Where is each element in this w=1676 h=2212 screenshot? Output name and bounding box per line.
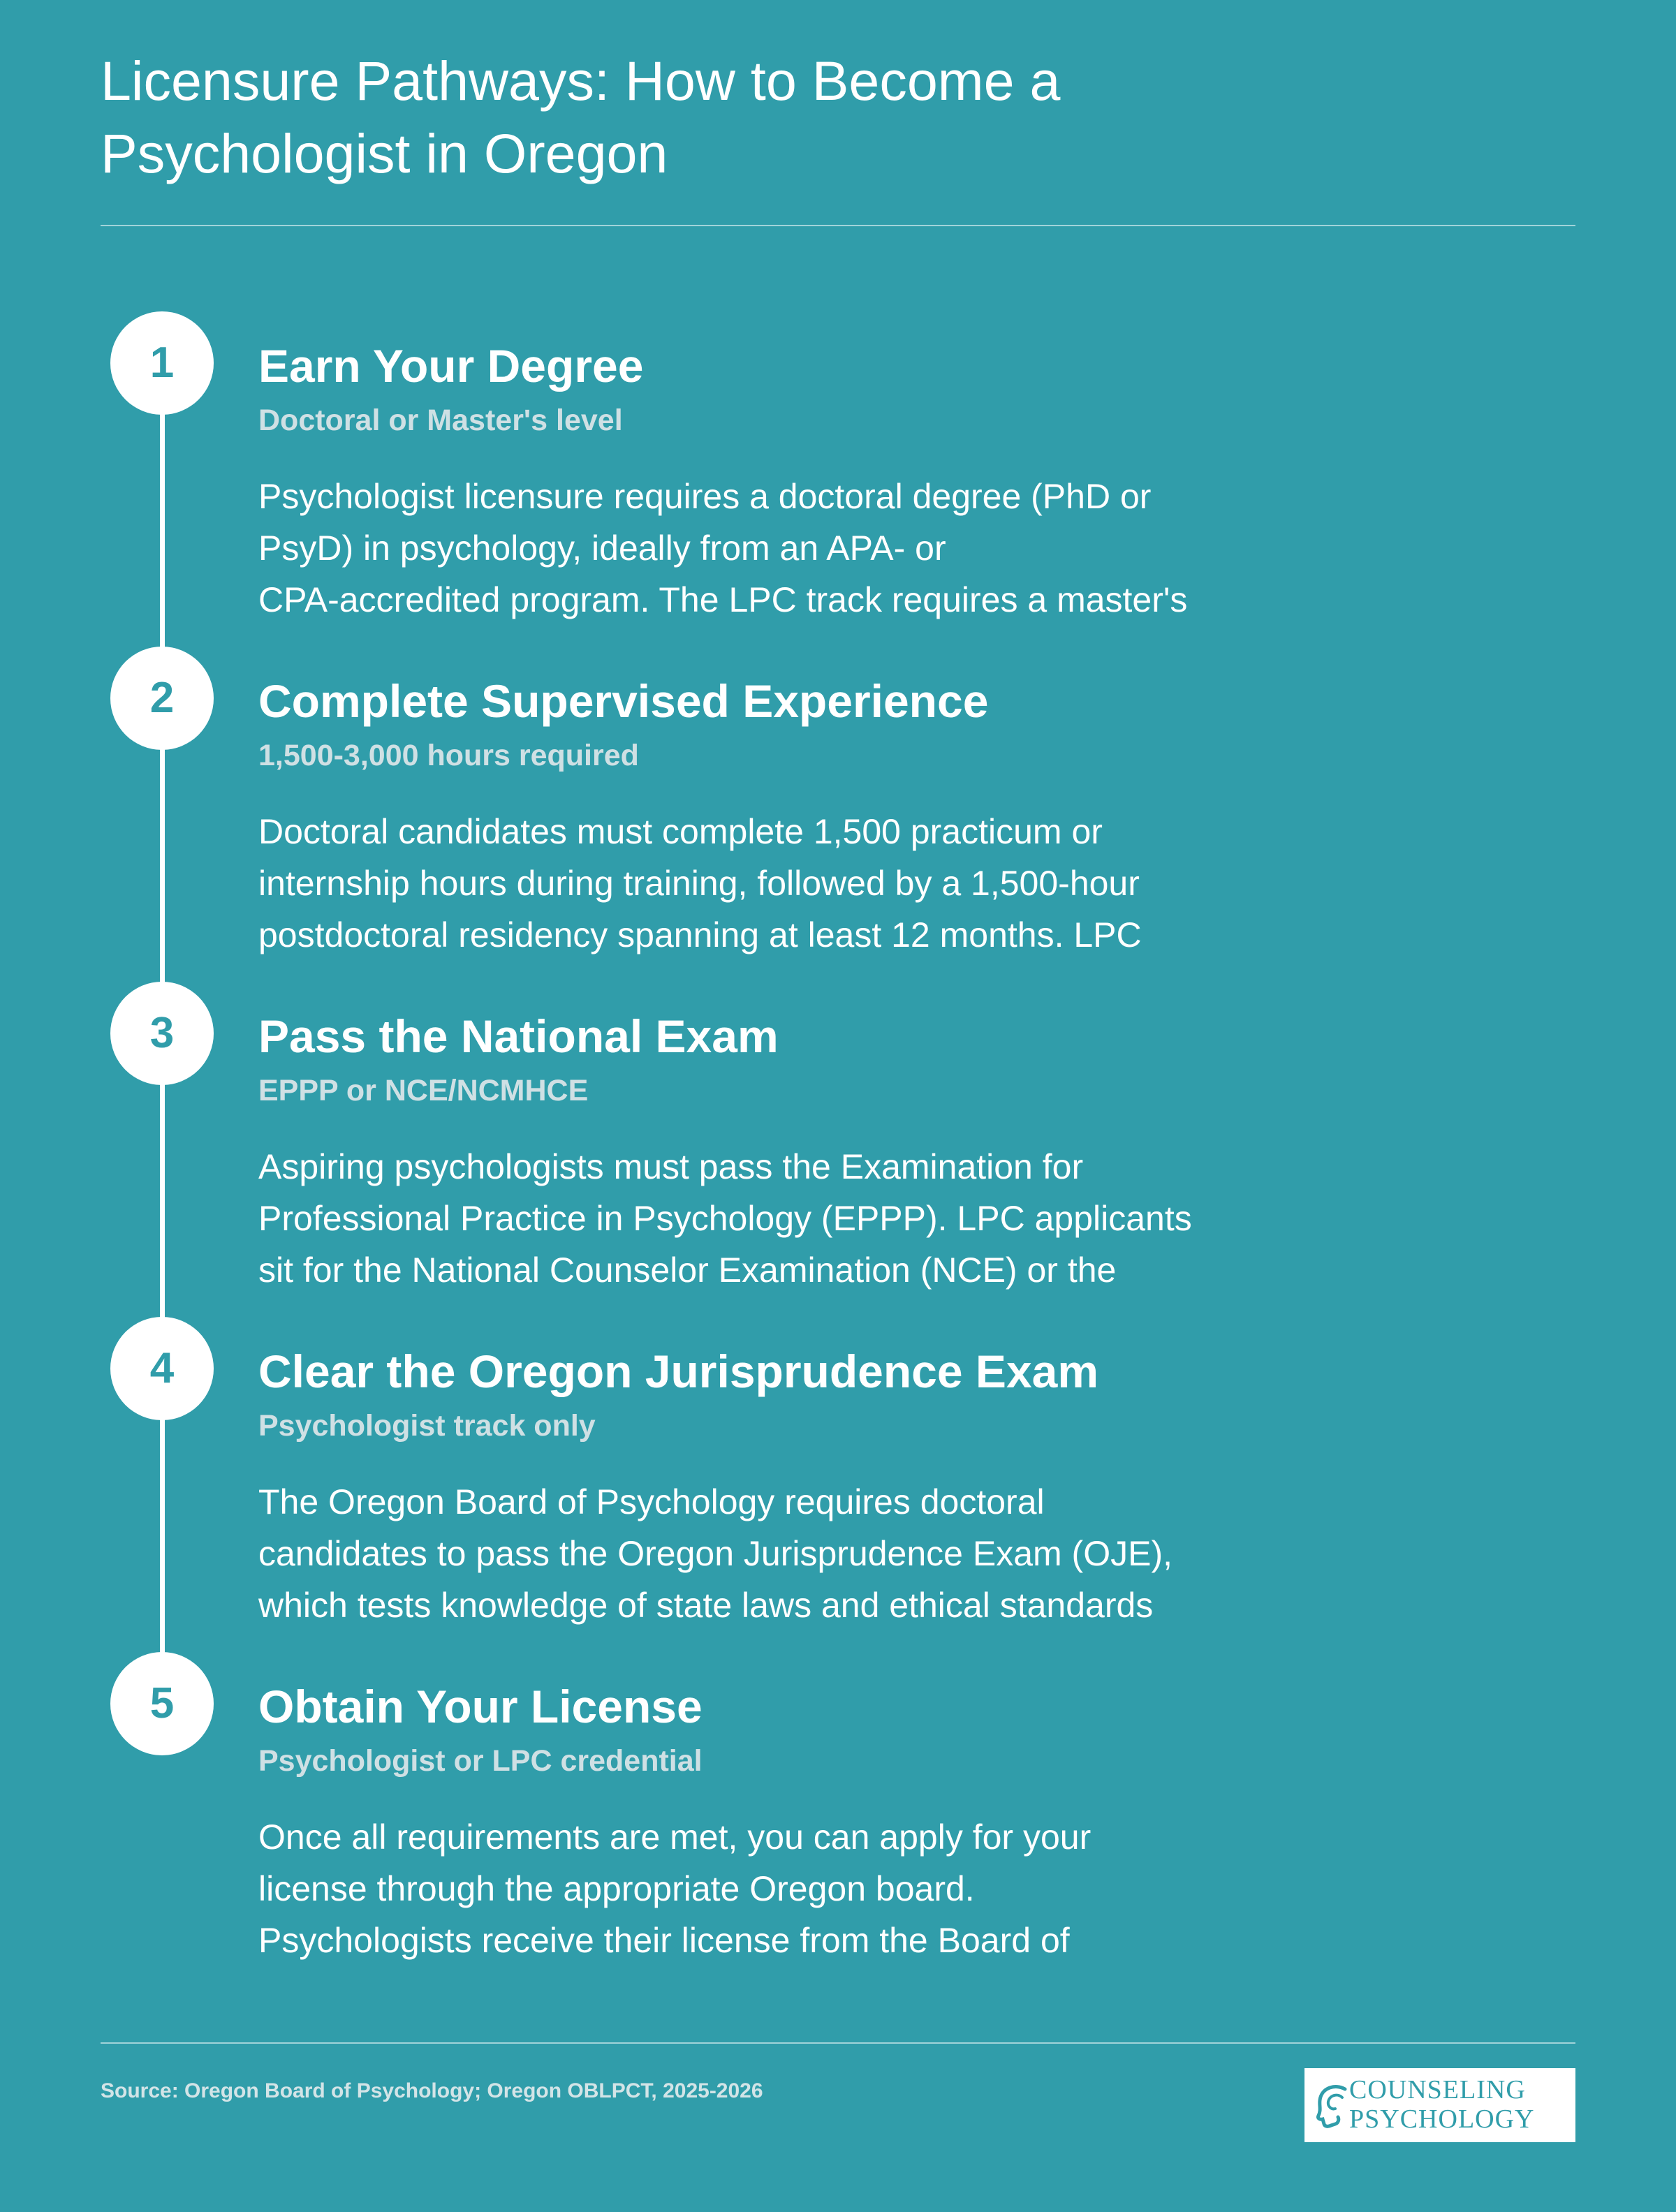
step-description-line: CPA-accredited program. The LPC track requires a master's [258,580,1188,619]
step-description-line: Once all requirements are met, you can apply for your [258,1817,1091,1857]
step-subtitle: Psychologist or LPC credential [258,1744,703,1778]
page-title-line2: Psychologist in Oregon [101,122,668,184]
logo-text-bottom: PSYCHOLOGY [1349,2104,1535,2134]
step-description-line: Doctoral candidates must complete 1,500 practicum or [258,812,1103,851]
step-subtitle: Psychologist track only [258,1409,596,1443]
step-description-line: sit for the National Counselor Examination (NCE) or the [258,1251,1117,1290]
step-subtitle: Doctoral or Master's level [258,404,623,437]
step-description-line: postdoctoral residency spanning at least 12 months. LPC [258,915,1142,954]
step-description-line: PsyD) in psychology, ideally from an APA- or [258,529,946,568]
step-number-badge: 1 [110,311,214,415]
step-title: Clear the Oregon Jurisprudence Exam [258,1345,1099,1397]
header-divider [101,225,1575,226]
step-title: Pass the National Exam [258,1010,779,1062]
step-description-line: Professional Practice in Psychology (EPPP). LPC applicants [258,1199,1192,1238]
logo-text-top: COUNSELING [1349,2075,1526,2104]
step-title: Complete Supervised Experience [258,675,989,727]
step-description-line: license through the appropriate Oregon board. [258,1869,975,1908]
step-description [258,1141,1348,1296]
brand-logo [1304,2068,1575,2142]
step-description-line: The Oregon Board of Psychology requires doctoral [258,1482,1045,1521]
step-description [258,1476,1348,1631]
step-description [258,806,1348,961]
step-number-badge: 2 [110,647,214,750]
source-citation: Source: Oregon Board of Psychology; Oregon OBLPCT, 2025-2026 [101,2079,763,2102]
step-description-line: Psychologists receive their license from the Board of [258,1921,1070,1960]
step-subtitle: EPPP or NCE/NCMHCE [258,1074,589,1107]
step-title: Earn Your Degree [258,340,644,392]
page-title [101,45,1497,190]
step-description [258,471,1348,626]
step-number-badge: 4 [110,1317,214,1420]
step-description-line: internship hours during training, followed by a 1,500-hour [258,864,1140,903]
step-number-badge: 3 [110,982,214,1085]
step-subtitle: 1,500-3,000 hours required [258,739,639,772]
footer-divider [101,2042,1575,2044]
step-number-badge: 5 [110,1652,214,1755]
step-description-line: Aspiring psychologists must pass the Examination for [258,1147,1084,1186]
step-description-line: candidates to pass the Oregon Jurisprudence Exam (OJE), [258,1534,1173,1573]
step-description [258,1811,1348,1966]
step-title: Obtain Your License [258,1681,703,1732]
step-description-line: Psychologist licensure requires a doctoral degree (PhD or [258,477,1152,516]
step-description-line: which tests knowledge of state laws and ethical standards [258,1586,1154,1625]
page-title-line1: Licensure Pathways: How to Become a [101,50,1061,112]
